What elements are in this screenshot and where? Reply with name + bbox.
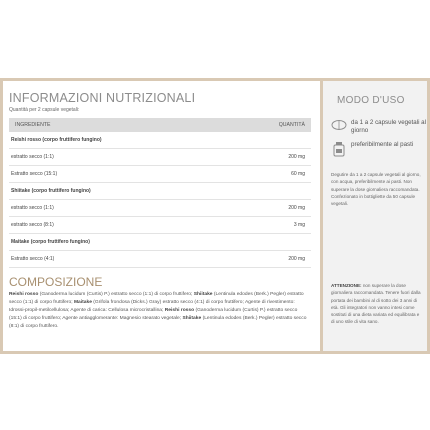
composition-detail: (Grifola frondosa (Dicks.) Gray) estratto secco (4:1) di corpo fruttifero; Agente di rivestimento: Idrossi-propil-metilcellulosa; Agente di carica: Cellulosa microcristallina; — [9, 300, 295, 313]
ingredient-name: estratto secco (1:1) — [11, 205, 54, 211]
composition-detail: (Ganoderma lucidum (Curtis) P.) estratto secco (1:1) di corpo fruttifero; — [38, 292, 194, 297]
capsule-icon — [331, 119, 345, 133]
nutrition-title: INFORMAZIONI NUTRIZIONALI — [9, 91, 196, 105]
usage-description: Degutire da 1 a 2 capsule vegetali al giorno, con acqua, preferibilmente ai pasti. Non superare la dose giornaliera raccomandata. Confezionato in bottigliette da 50 capsule vegetali. — [331, 172, 421, 207]
table-row — [9, 217, 311, 234]
ingredient-name: estratto secco (1:1) — [11, 154, 54, 160]
composition-detail: (Lentinula edodes (Berk.) Pegler) estratto secco (1:1) di corpo fruttifero; — [9, 292, 304, 305]
header-quantity: QUANTITÀ — [278, 122, 305, 128]
ingredient-name: Estratto secco (4:1) — [11, 256, 55, 262]
usage-item-text: preferibilmente al pasti — [351, 141, 414, 148]
bottle-icon — [331, 141, 345, 155]
table-body — [9, 132, 311, 268]
table-header — [9, 118, 311, 132]
usage-item-text: da 1 a 2 capsule vegetali al giorno — [351, 119, 426, 134]
composition-title: COMPOSIZIONE — [9, 275, 103, 289]
composition-text — [9, 291, 311, 331]
ingredient-quantity: 200 mg — [288, 205, 305, 211]
table-row — [9, 251, 311, 268]
nutrition-section — [9, 91, 314, 331]
ingredient-quantity: 200 mg — [288, 154, 305, 160]
ingredient-name: estratto secco (8:1) — [11, 222, 54, 228]
product-info-panel — [0, 78, 430, 354]
nutrition-subtitle: Quantità per 2 capsule vegetali: — [9, 107, 80, 113]
table-row — [9, 183, 311, 200]
composition-ingredient: Shiitake — [182, 316, 202, 321]
ingredient-quantity: 3 mg — [293, 222, 305, 228]
table-row — [9, 166, 311, 183]
ingredient-quantity: 60 mg — [291, 171, 305, 177]
usage-panel — [320, 81, 427, 351]
composition-ingredient: Maitake — [73, 300, 92, 305]
table-row — [9, 149, 311, 166]
composition-ingredient: Shiitake — [193, 292, 213, 297]
composition-ingredient: Reishi rosso — [164, 308, 195, 313]
ingredient-name: Estratto secco (15:1) — [11, 171, 58, 177]
ingredient-name: Shiitake (corpo fruttifero fungino) — [11, 188, 91, 194]
warning-text — [331, 282, 423, 326]
nutrition-table — [9, 118, 311, 268]
table-row — [9, 200, 311, 217]
table-row — [9, 132, 311, 149]
composition-detail: (Ganoderma lucidum (Curtis) P.) estratto secco (15:1) di corpo fruttifero; Agente antiagglomerante: Magnesio stearato vegetale; — [9, 308, 298, 321]
warning-label: ATTENZIONE: — [331, 283, 362, 288]
warning-body: non superare la dose giornaliera raccomandata. Tenere fuori dalla portata dei bambini al di sotto dei 3 anni di età. Gli integratori non vanno intesi come sostituti di una dieta variata ed equilibrata e di uno stile di vita sano. — [331, 283, 421, 325]
composition-ingredient: Reishi rosso — [9, 292, 39, 297]
composition-detail: (Lentinula edodes (Berk.) Pegler) estratto secco (8:1) di corpo fruttifero. — [9, 316, 307, 329]
table-row — [9, 234, 311, 251]
ingredient-name: Maitake (corpo fruttifero fungino) — [11, 239, 90, 245]
ingredient-quantity: 200 mg — [288, 256, 305, 262]
ingredient-name: Reishi rosso (corpo fruttifero fungino) — [11, 137, 102, 143]
header-ingredient: INGREDIENTE — [15, 122, 51, 128]
usage-title: MODO D'USO — [337, 95, 405, 106]
